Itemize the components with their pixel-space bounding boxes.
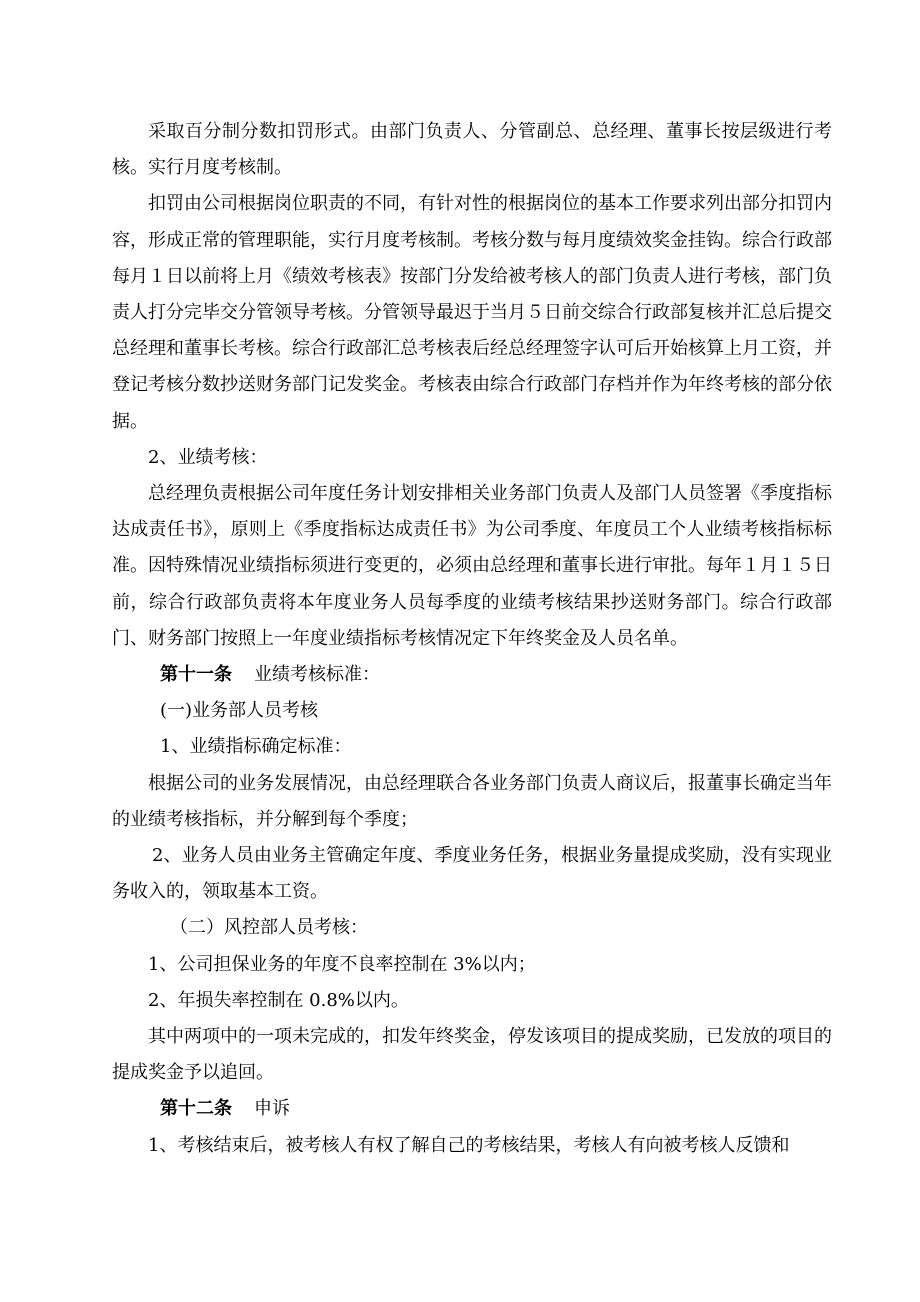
article-11-heading xyxy=(112,657,832,693)
paragraph-loss-rate: 2、年损失率控制在 0.8%以内。 xyxy=(148,989,409,1011)
paragraph-risk-staff-review: （二）风控部人员考核： xyxy=(170,917,368,939)
paragraph-scoring-method: 采取百分制分数扣罚形式。由部门负责人、分管副总、总经理、董事长按层级进行考核。实行月度考核制。 xyxy=(112,121,832,179)
article-12-number: 第十二条 xyxy=(160,1098,232,1120)
paragraph-business-tasks: 2、业务人员由业务主管确定年度、季度业务任务，根据业务量提成奖励，没有实现业务收入的，领取基本工资。 xyxy=(112,845,832,903)
paragraph-target-standard: 1、业绩指标确定标准： xyxy=(160,736,352,758)
paragraph-performance-review-detail: 总经理负责根据公司年度任务计划安排相关业务部门负责人及部门人员签署《季度指标达成责任书》，原则上《季度指标达成责任书》为公司季度、年度员工个人业绩考核指标标准。因特殊情况业绩指标须进行变更的，必须由总经理和董事长进行审批。每年１月１５日前，综合行政部负责将本年度业务人员每季度的业绩考核结果抄送财务部门。综合行政部门、财务部门按照上一年度业绩指标考核情况定下年终奖金及人员名单。 xyxy=(112,483,832,649)
document-body xyxy=(112,114,832,1164)
paragraph-performance-review-item: 2、业绩考核： xyxy=(148,446,268,468)
paragraph-appeal-rights: 1、考核结束后，被考核人有权了解自己的考核结果，考核人有向被考核人反馈和 xyxy=(148,1134,790,1156)
paragraph-business-staff-review: (一)业务部人员考核 xyxy=(160,700,319,722)
article-12-heading xyxy=(112,1091,832,1127)
paragraph-bad-loan-rate: 1、公司担保业务的年度不良率控制在 3%以内； xyxy=(148,953,536,975)
paragraph-penalty-procedure: 扣罚由公司根据岗位职责的不同，有针对性的根据岗位的基本工作要求列出部分扣罚内容，形成正常的管理职能，实行月度考核制。考核分数与每月度绩效奖金挂钩。综合行政部每月１日以前将上月《绩效考核表》按部门分发给被考核人的部门负责人进行考核，部门负责人打分完毕交分管领导考核。分管领导最迟于当月５日前交综合行政部复核并汇总后提交总经理和董事长考核。综合行政部汇总考核表后经总经理签字认可后开始核算上月工资，并登记考核分数抄送财务部门记发奖金。考核表由综合行政部门存档并作为年终考核的部分依据。 xyxy=(112,193,832,432)
paragraph-target-setting: 根据公司的业务发展情况，由总经理联合各业务部门负责人商议后，报董事长确定当年的业绩考核指标，并分解到每个季度； xyxy=(112,772,832,830)
article-11-title: 业绩考核标准： xyxy=(254,664,380,686)
article-12-title: 申诉 xyxy=(254,1098,290,1120)
article-11-number: 第十一条 xyxy=(160,664,232,686)
paragraph-penalty-recovery: 其中两项中的一项未完成的，扣发年终奖金，停发该项目的提成奖励，已发放的项目的提成奖金予以追回。 xyxy=(112,1026,832,1084)
